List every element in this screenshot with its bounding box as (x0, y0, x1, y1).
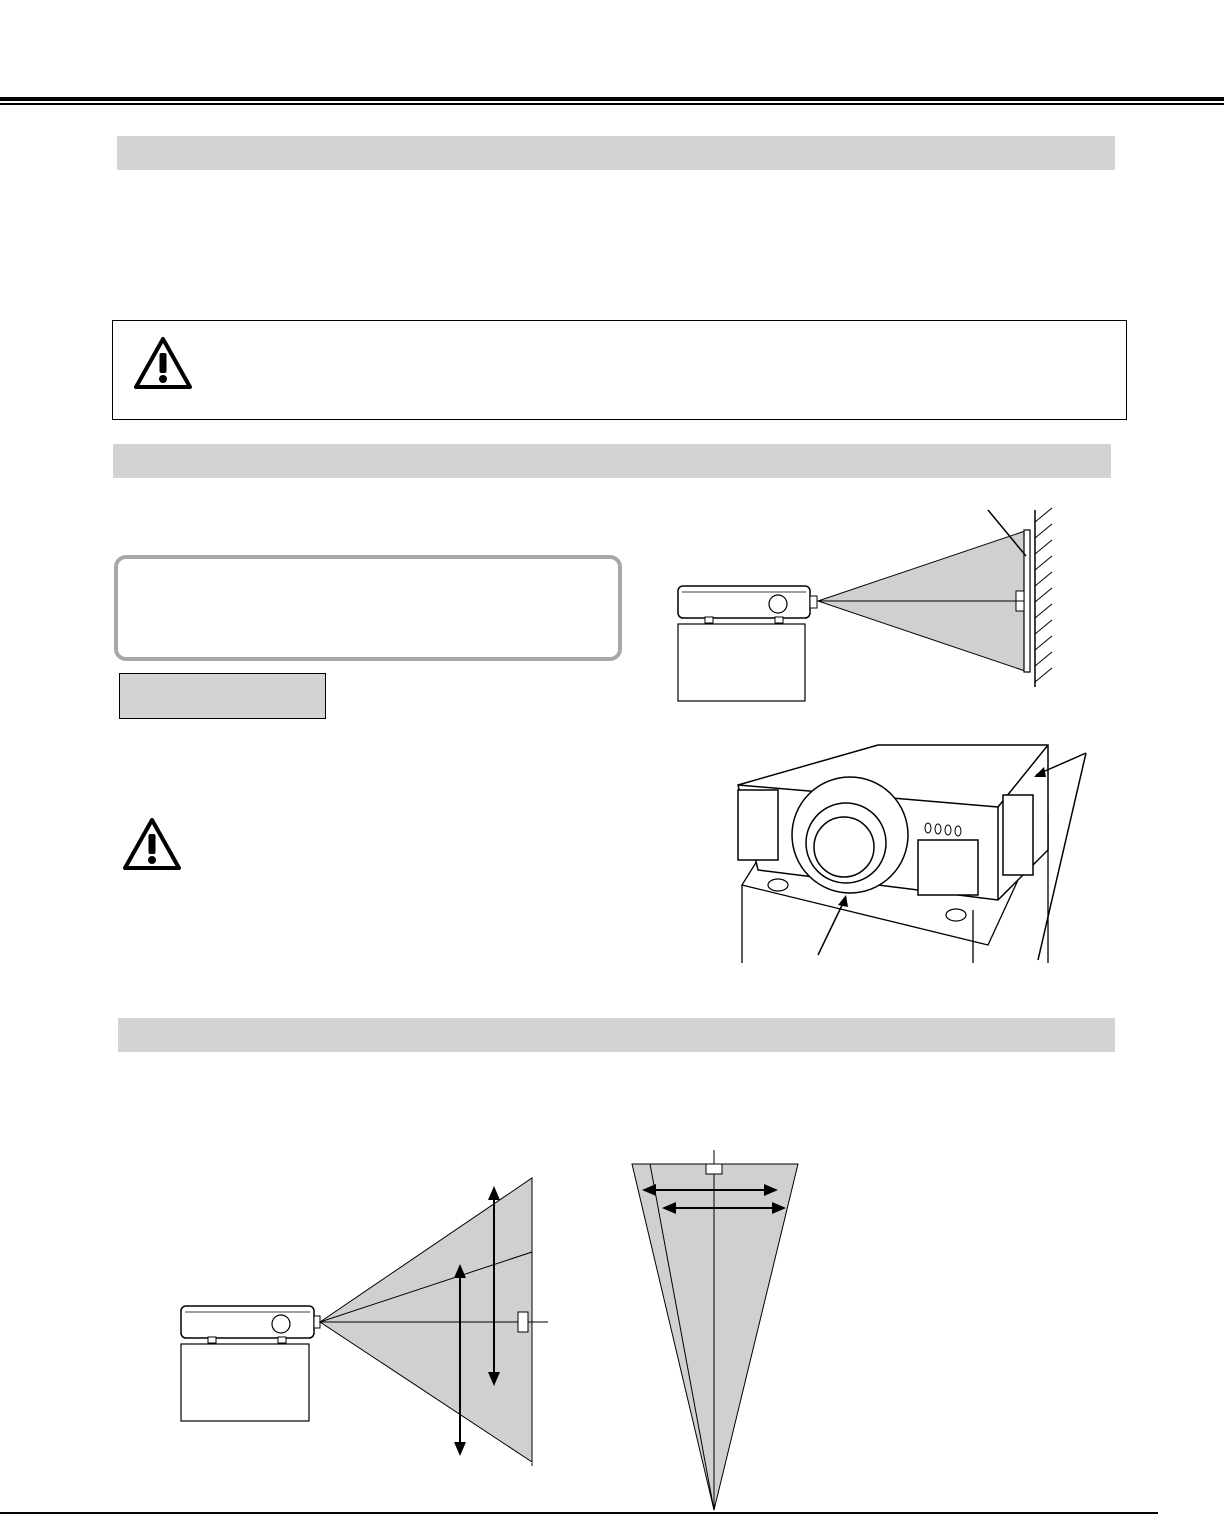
caution-box (112, 320, 1127, 420)
projector-side-icon (181, 1306, 320, 1343)
section-header-bar-3 (118, 1018, 1115, 1052)
header-rule-thin (0, 103, 1224, 105)
control-panel (1003, 795, 1033, 875)
table-stand (181, 1344, 309, 1421)
projection-cone-right (650, 1164, 798, 1510)
projector-wall-diagram (670, 500, 1090, 700)
screen (1024, 530, 1030, 672)
projector-side-icon (678, 586, 817, 623)
warning-triangle-icon (122, 816, 182, 872)
warning-triangle-icon (133, 335, 193, 391)
wall-hatching (1035, 508, 1052, 682)
lens-shift-vertical-diagram (178, 1176, 578, 1476)
lens-shift-horizontal-diagram (618, 1150, 818, 1480)
section-header-bar-2 (113, 444, 1111, 478)
table-stand (678, 624, 805, 701)
note-box (114, 555, 622, 661)
projector-isometric-diagram (718, 735, 1118, 975)
label-box (119, 673, 326, 719)
header-rule-thick (0, 97, 1224, 101)
lens-icon (792, 777, 908, 893)
footer-rule (0, 1512, 1158, 1514)
section-header-bar-1 (117, 136, 1115, 170)
